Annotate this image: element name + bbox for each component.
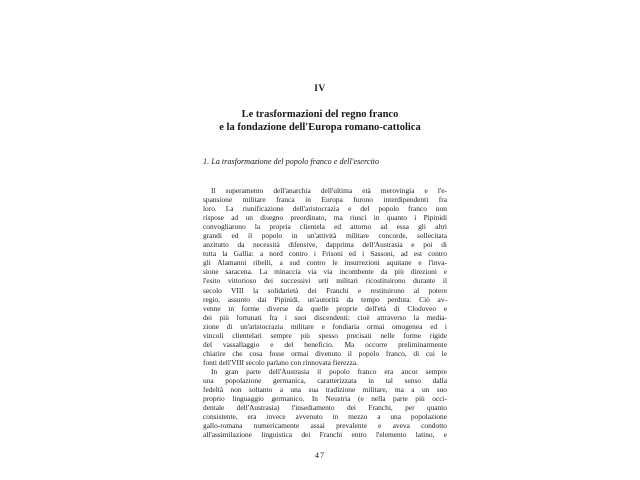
text-line: secolo VIII la solidarietà dei Franchi e restituirono al potere [203, 285, 447, 295]
text-line: rispose ad un disegno preordinato, ma riuscì in quanto i Pipinidi [203, 213, 447, 223]
chapter-title [0, 109, 640, 134]
text-line: proprio linguaggio germanico. In Neustria (e nella parte più occi- [203, 394, 447, 404]
text-line: zione di un'aristocrazia militare e fondiaria ormai omogenea ed i [203, 321, 447, 331]
chapter-title-line: Le trasformazioni del regno franco [241, 109, 399, 120]
text-line: dei più fortunati fra i suoi discendenti: cioè attraverso la media- [203, 312, 447, 322]
text-line: sione saracena. La minaccia via via incombente da più direzioni e [203, 267, 447, 277]
text-line: loro. La riunificazione dell'aristocrazia e del popolo franco non [203, 204, 447, 214]
text-line: gallo-romana numericamente assai prevalente e aveva condotto [203, 421, 447, 431]
body-text [203, 186, 447, 439]
text-line: fonti dell'VIII secolo parlano con rinnovata fierezza. [203, 357, 359, 367]
text-line: fedeltà non soltanto a una sua tradizione militare, ma a un suo [203, 385, 447, 395]
text-line: del vassallaggio e del beneficio. Ma occorre preliminarmente [203, 339, 447, 349]
text-line: tutta la Gallia: a nord contro i Frisoni ed i Sassoni, ad est contro [203, 249, 447, 259]
text-line: una popolazione germanica, caratterizzata in tal senso dalla [203, 375, 447, 385]
text-line: all'assimilazione linguistica dei Franchi entro l'elemento latino, e [203, 430, 447, 440]
text-line: consistente, era invece avvenuto in mezzo a una popolazione [203, 412, 447, 422]
chapter-number: IV [314, 84, 326, 94]
text-line: spansione militare franca in Europa furono interdipendenti fra [203, 195, 447, 205]
text-line: l'esito vittorioso dei successivi urti militari ricostituirono durante il [203, 276, 447, 286]
text-line: Il superamento dell'anarchia dell'ultima età merovingia e l'e- [211, 186, 447, 195]
text-line: dentale dell'Austrasia) l'insediamento dei Franchi, per quanto [203, 403, 447, 413]
section-heading: 1. La trasformazione del popolo franco e dell'esercito [203, 157, 380, 166]
text-line: grandi ed il popolo in un'attività militare concorde, sollecitata [203, 231, 447, 241]
text-line: In gran parte dell'Austrasia il popolo franco era ancor sempre [211, 366, 447, 376]
text-line: convogliarono la propria clientela ed attorno ad essa gli altri [203, 222, 447, 232]
chapter-title-line: e la fondazione dell'Europa romano-cattolica [219, 121, 421, 133]
text-line: gli Alamanni ribelli, a sud contro le insurrezioni aquitane e l'inva- [203, 258, 447, 268]
text-line: chiarire che cosa fosse ormai divenuto il popolo franco, di cui le [203, 348, 447, 358]
text-line: vincoli clientelari sempre più spesso precisati nelle forme rigide [203, 330, 447, 340]
page-number: 47 [315, 451, 325, 460]
text-line: anzitutto da necessità difensive, dapprima dell'Austrasia e poi di [203, 240, 447, 250]
text-line: venne in forme diverse da quelle proprie dell'età di Clodoveo e [203, 303, 447, 313]
text-line: regio, assunto dai Pipinidi, un'autorità da tempo perduta. Ciò av- [203, 294, 447, 304]
